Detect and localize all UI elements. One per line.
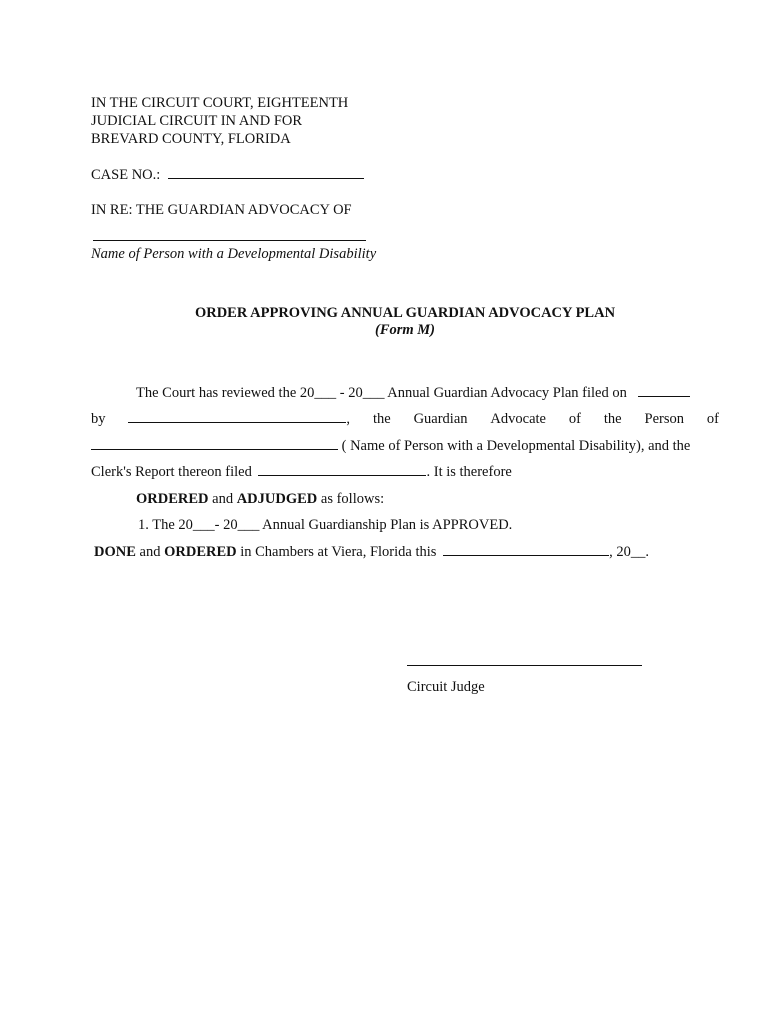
year-text: , 20__. [609,544,649,560]
word-of: of [568,411,581,427]
done-ordered-line [94,543,649,561]
ordered-text-2: ORDERED [164,544,237,560]
circuit-judge-label: Circuit Judge [407,679,485,695]
done-text: DONE [94,544,136,560]
done-date-field[interactable] [443,543,609,556]
as-follows-text: as follows: [320,491,385,507]
order-title: ORDER APPROVING ANNUAL GUARDIAN ADVOCACY PLAN [194,305,616,321]
person-name-body-field[interactable] [91,437,338,450]
and-text: and [212,491,234,507]
review-text: The Court has reviewed the 20___ - 20___ Annual Guardian Advocacy Plan filed on [136,385,627,401]
word-the: the [372,411,391,427]
court-caption-line3: BREVARD COUNTY, FLORIDA [91,131,291,147]
guardian-advocate-name-group [128,410,350,428]
therefore-text: . It is therefore [426,464,512,480]
adjudged-text: ADJUDGED [236,491,318,507]
case-number-label: CASE NO.: [91,167,161,183]
word-person: Person [644,411,684,427]
clerks-report-text: Clerk's Report thereon filed [91,464,252,480]
case-number-field[interactable] [168,166,364,179]
comma-text: , [346,411,351,427]
case-number-row [91,166,364,184]
in-re-heading: IN RE: THE GUARDIAN ADVOCACY OF [91,202,352,218]
judge-signature-line[interactable] [407,665,642,666]
filed-on-date-field[interactable] [638,384,690,397]
paragraph-line-4 [91,463,512,481]
paragraph-line-2 [91,410,719,428]
guardian-advocate-name-field[interactable] [128,410,346,423]
clerks-report-date-field[interactable] [258,463,426,476]
form-label: (Form M) [374,322,436,338]
person-name-caption: Name of Person with a Developmental Disability [91,246,377,262]
approval-item-1: 1. The 20___- 20___ Annual Guardianship Plan is APPROVED. [138,517,513,533]
court-caption-line2: JUDICIAL CIRCUIT IN AND FOR [91,113,303,129]
court-caption-line1: IN THE CIRCUIT COURT, EIGHTEENTH [91,95,349,111]
word-guardian: Guardian [413,411,468,427]
by-text: by [91,411,106,427]
ordered-adjudged-line [136,490,384,508]
word-of-2: of [706,411,719,427]
and-text-2: and [139,544,161,560]
word-advocate: Advocate [490,411,546,427]
person-name-field[interactable] [93,226,366,241]
paragraph-line-1 [136,384,690,402]
chambers-text: in Chambers at Viera, Florida this [240,544,437,560]
word-the-2: the [603,411,622,427]
ordered-text: ORDERED [136,491,209,507]
developmental-disability-text: ( Name of Person with a Developmental Disability), and the [341,438,691,454]
paragraph-line-3 [91,437,690,455]
